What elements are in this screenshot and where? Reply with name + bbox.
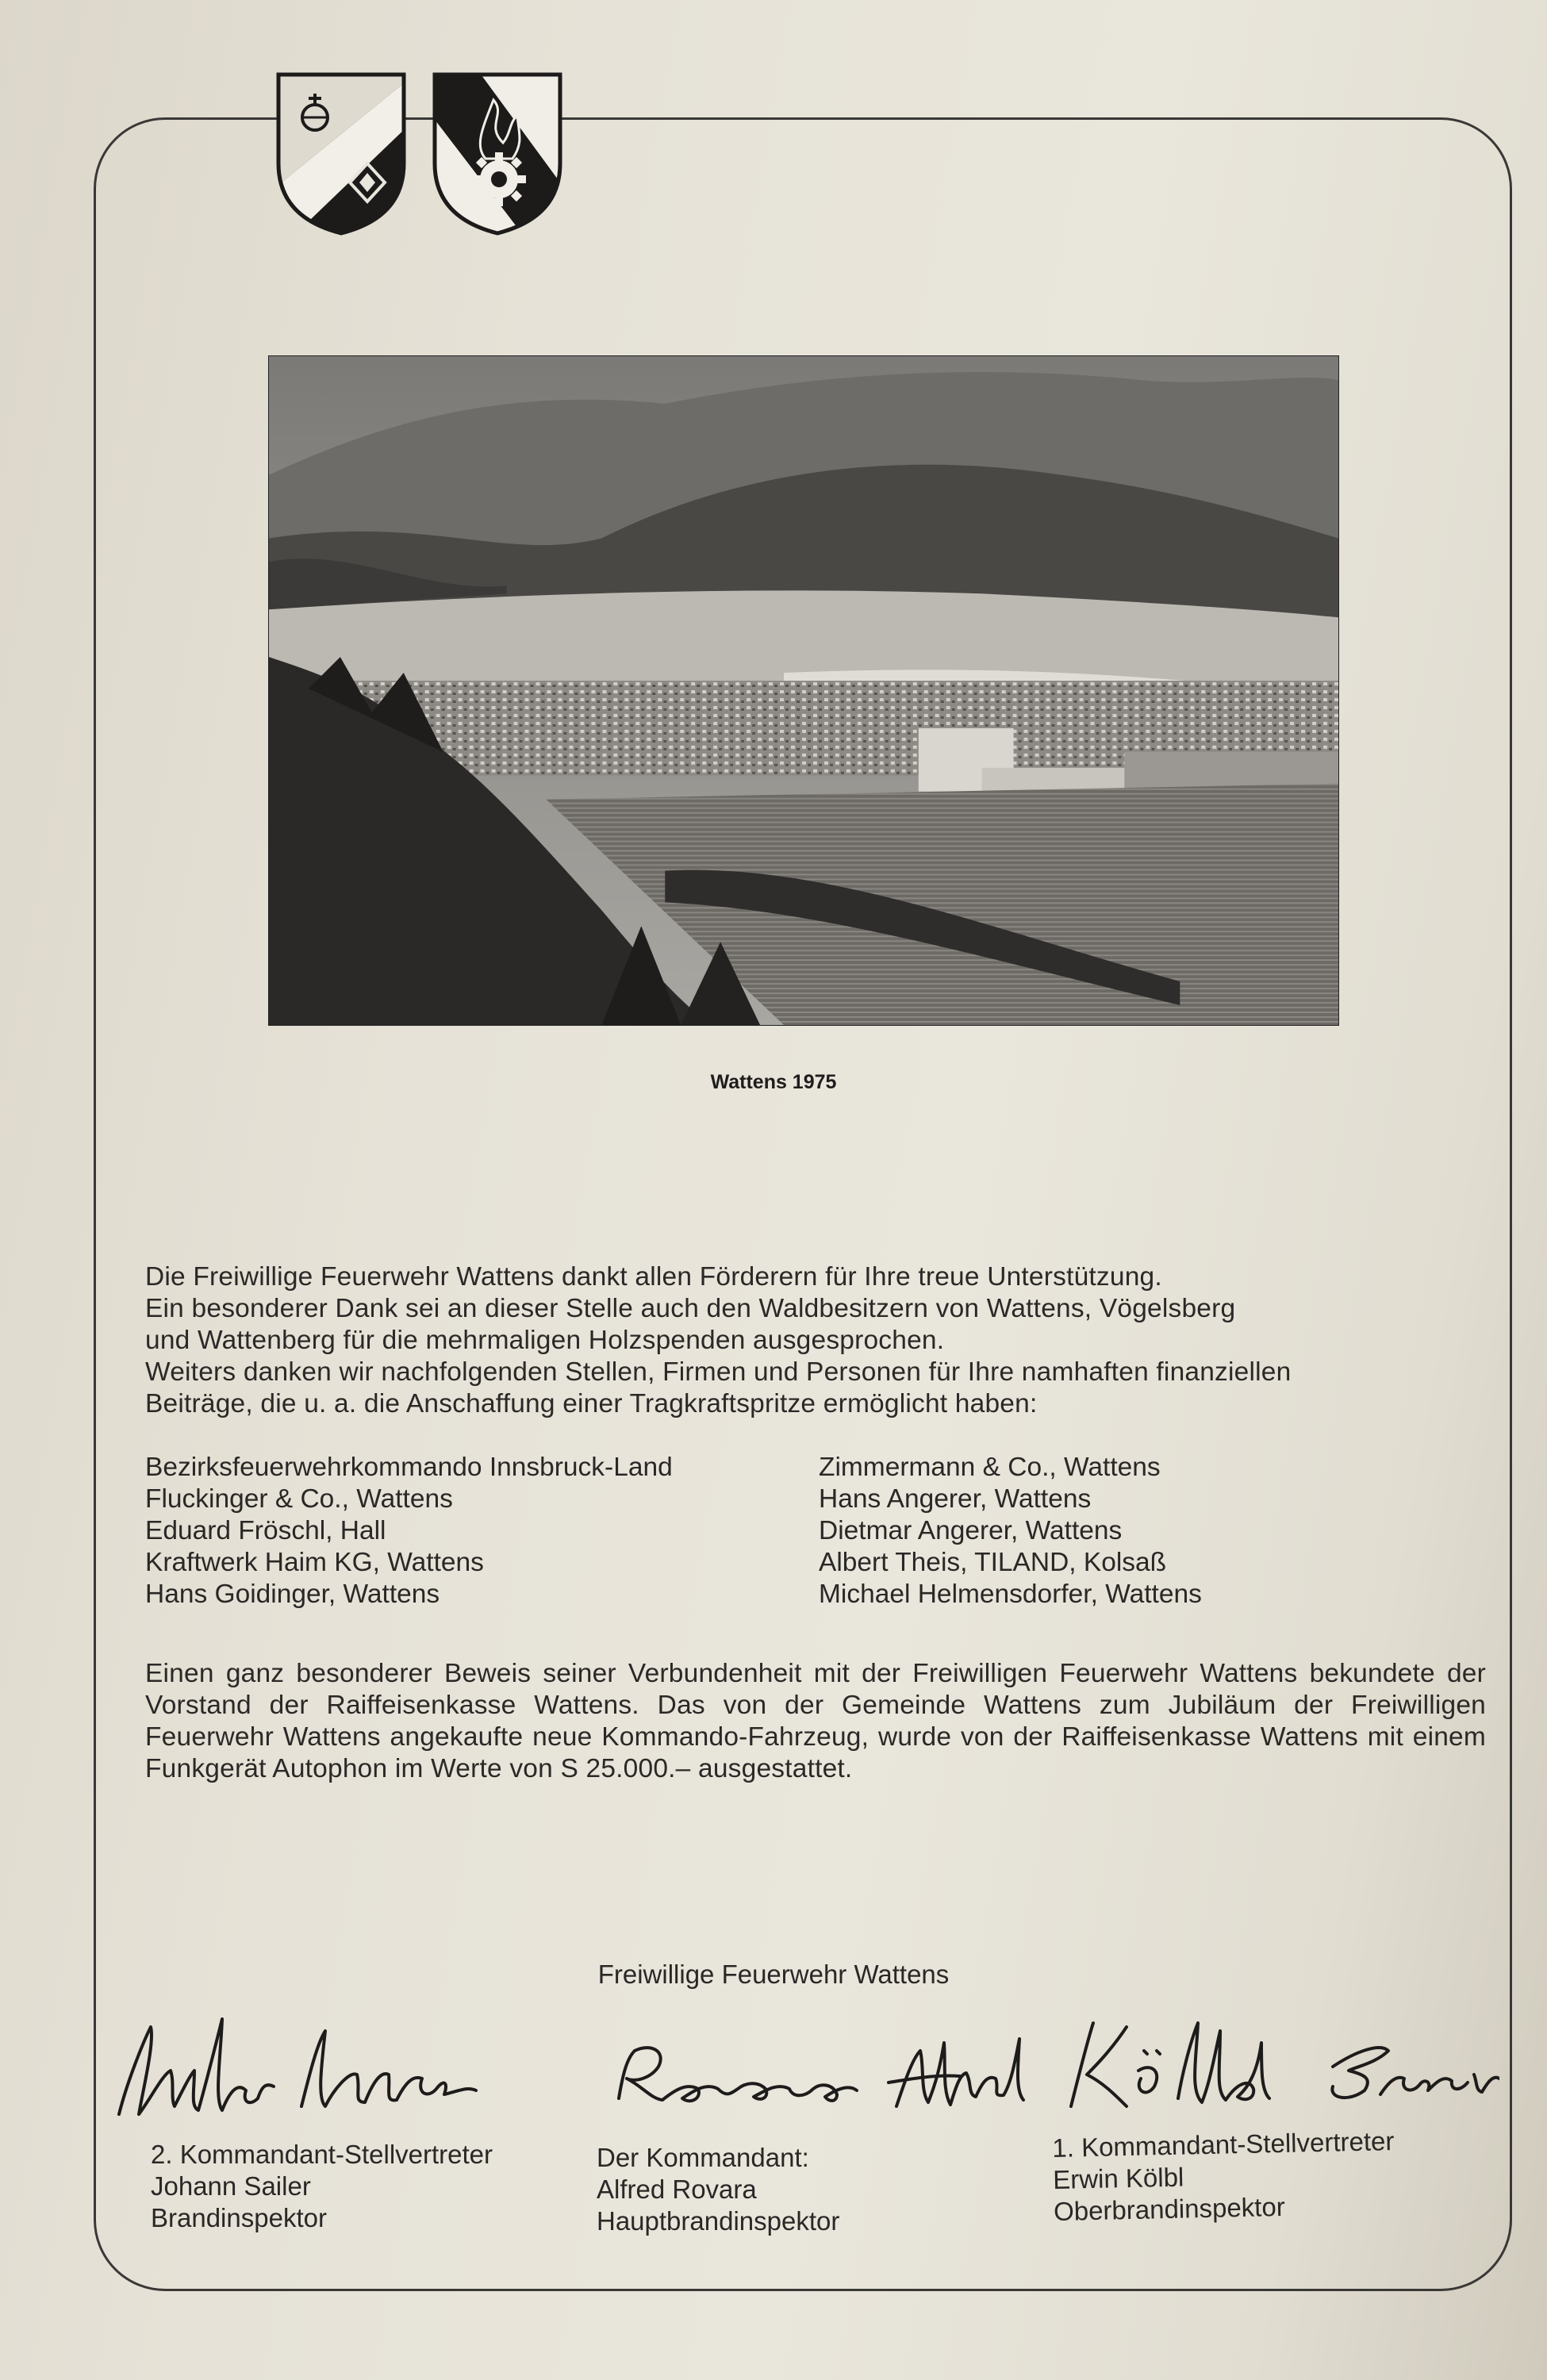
- sponsor-item: Hans Angerer, Wattens: [819, 1484, 1092, 1514]
- fire-brigade-emblem-icon: [430, 70, 565, 238]
- sponsor-item: Zimmermann & Co., Wattens: [819, 1453, 1161, 1482]
- sponsor-item: Eduard Fröschl, Hall: [145, 1516, 386, 1545]
- sponsor-item: Michael Helmensdorfer, Wattens: [819, 1580, 1202, 1609]
- closing-signoff: Freiwillige Feuerwehr Wattens: [597, 1960, 950, 1989]
- signatory-name: Johann Sailer: [151, 2171, 311, 2201]
- signatory-role: 1. Kommandant-Stellvertreter: [1052, 2125, 1395, 2163]
- sponsor-list-right: [819, 1452, 1202, 1610]
- intro-line: Die Freiwillige Feuerwehr Wattens dankt allen Förderern für Ihre treue Unterstützung.: [145, 1262, 1162, 1292]
- aerial-photo-wattens: [268, 355, 1339, 1026]
- sponsor-item: Kraftwerk Haim KG, Wattens: [145, 1548, 484, 1577]
- signatory-deputy-1: [1052, 2125, 1395, 2228]
- sponsor-item: Dietmar Angerer, Wattens: [819, 1516, 1123, 1545]
- municipal-coat-of-arms-icon: [274, 70, 409, 238]
- signatory-role: 2. Kommandant-Stellvertreter: [151, 2140, 493, 2169]
- sponsor-item: Bezirksfeuerwehrkommando Innsbruck-Land: [145, 1453, 673, 1482]
- sponsor-item: Fluckinger & Co., Wattens: [145, 1484, 453, 1514]
- intro-line: und Wattenberg für die mehrmaligen Holzspenden ausgesprochen.: [145, 1326, 945, 1355]
- intro-line: Weiters danken wir nachfolgenden Stellen, Firmen und Personen für Ihre namhaften finanziellen: [145, 1357, 1292, 1387]
- handwritten-signatures: [95, 1995, 1499, 2146]
- sponsor-item: Hans Goidinger, Wattens: [145, 1580, 440, 1609]
- sponsor-item: Albert Theis, TILAND, Kolsaß: [819, 1548, 1167, 1577]
- intro-line: Ein besonderer Dank sei an dieser Stelle auch den Waldbesitzern von Wattens, Vögelsberg: [145, 1294, 1236, 1323]
- signatory-role: Der Kommandant:: [597, 2143, 809, 2172]
- signatory-name: Alfred Rovara: [597, 2175, 757, 2204]
- signatory-rank: Brandinspektor: [151, 2203, 327, 2232]
- signatory-rank: Oberbrandinspektor: [1053, 2191, 1286, 2226]
- signatory-deputy-2: [151, 2139, 493, 2234]
- photo-caption: Wattens 1975: [710, 1071, 837, 1093]
- raiffeisen-paragraph: Einen ganz besonderer Beweis seiner Verbundenheit mit der Freiwilligen Feuerwehr Wattens bekundete der Vorstand der Raiffeisenkasse Wattens. Das von der Gemeinde Wattens zum Jubiläum der Freiwilligen Feuerwehr Wattens angekaufte neue Kommando-Fahrzeug, wurde von der Raiffeisenkasse Wattens mit einem Funkgerät Autophon im Werte von S 25.000.– ausgestattet.: [145, 1659, 1486, 1783]
- signatory-commander: [597, 2142, 839, 2237]
- signatory-name: Erwin Kölbl: [1052, 2162, 1184, 2194]
- intro-paragraph: [145, 1261, 1486, 1420]
- intro-line: Beiträge, die u. a. die Anschaffung einer Tragkraftspritze ermöglicht haben:: [145, 1389, 1038, 1418]
- signatory-rank: Hauptbrandinspektor: [597, 2206, 840, 2236]
- sponsor-list-left: [145, 1452, 673, 1610]
